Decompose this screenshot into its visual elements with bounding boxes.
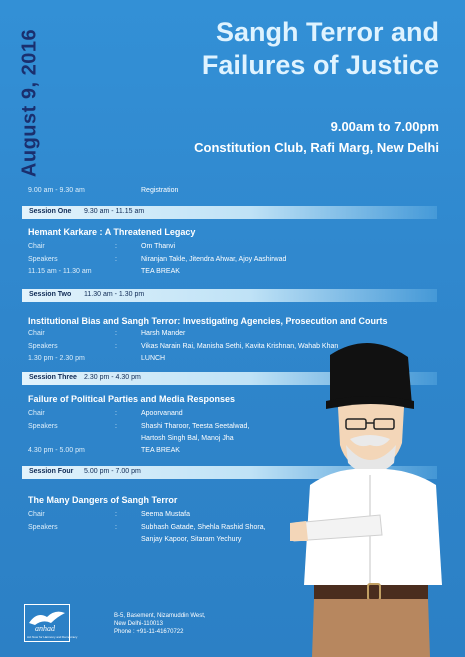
bird-logo-icon (25, 605, 69, 633)
session-one-band (22, 206, 437, 219)
event-time: 9.00am to 7.00pm (330, 119, 439, 134)
chair-name: Seema Mustafa (141, 511, 191, 518)
colon: : (115, 343, 117, 350)
svg-text:anhad: anhad (35, 624, 55, 633)
poster-title: Sangh Terror and Failures of Justice (201, 17, 439, 80)
speakers-label: Speakers (28, 423, 58, 430)
session-label: Session One (29, 208, 72, 215)
chair-name: Apoorvanand (141, 410, 183, 417)
session-title: Institutional Bias and Sangh Terror: Investigating Agencies, Prosecution and Courts (28, 316, 388, 326)
chair-label: Chair (28, 330, 45, 337)
colon: : (115, 524, 117, 531)
chair-label: Chair (28, 243, 45, 250)
colon: : (115, 330, 117, 337)
speakers-names: Hartosh Singh Bal, Manoj Jha (141, 435, 234, 442)
event-venue: Constitution Club, Rafi Marg, New Delhi (194, 140, 439, 155)
colon: : (115, 410, 117, 417)
speakers-names: Vikas Narain Rai, Manisha Sethi, Kavita Krishnan, Wahab Khan (141, 343, 339, 350)
organizer-address: B-5, Basement, Nizamuddin West, New Delhi-110013 Phone : +91-11-41670722 (114, 613, 206, 635)
session-two-band (22, 289, 437, 302)
break-label: TEA BREAK (141, 268, 180, 275)
chair-label: Chair (28, 511, 45, 518)
session-title: The Many Dangers of Sangh Terror (28, 495, 178, 505)
session-label: Session Two (29, 291, 72, 298)
session-time: 9.30 am - 11.15 am (84, 208, 145, 215)
break-time: 4.30 pm - 5.00 pm (28, 447, 85, 454)
break-time: 11.15 am - 11.30 am (28, 268, 92, 275)
break-time: 1.30 pm - 2.30 pm (28, 355, 85, 362)
registration-time: 9.00 am - 9.30 am (28, 187, 85, 194)
colon: : (115, 423, 117, 430)
chair-name: Harsh Mander (141, 330, 186, 337)
event-date: August 9, 2016 (18, 28, 41, 178)
session-title: Failure of Political Parties and Media Responses (28, 394, 236, 404)
chair-name: Om Thanvi (141, 243, 176, 250)
session-time: 11.30 am - 1.30 pm (84, 291, 145, 298)
speakers-label: Speakers (28, 343, 58, 350)
break-label: LUNCH (141, 355, 166, 362)
logo-caption: Act Now for Harmony and Democracy (27, 635, 78, 639)
speakers-names: Subhash Gatade, Shehla Rashid Shora, (141, 524, 266, 531)
session-time: 5.00 pm - 7.00 pm (84, 468, 141, 475)
chair-label: Chair (28, 410, 45, 417)
registration-label: Registration (141, 187, 179, 194)
session-title: Hemant Karkare : A Threatened Legacy (28, 227, 196, 237)
figure-illustration (290, 335, 450, 657)
colon: : (115, 511, 117, 518)
colon: : (115, 243, 117, 250)
speakers-label: Speakers (28, 524, 58, 531)
colon: : (115, 256, 117, 263)
session-label: Session Three (29, 374, 77, 381)
speakers-names: Shashi Tharoor, Teesta Seetalwad, (141, 423, 250, 430)
break-label: TEA BREAK (141, 447, 180, 454)
session-label: Session Four (29, 468, 74, 475)
speakers-label: Speakers (28, 256, 58, 263)
speakers-names: Sanjay Kapoor, Sitaram Yechury (141, 536, 242, 543)
speakers-names: Niranjan Takle, Jitendra Ahwar, Ajoy Aashirwad (141, 256, 287, 263)
session-time: 2.30 pm - 4.30 pm (84, 374, 141, 381)
anhad-logo (24, 604, 78, 642)
